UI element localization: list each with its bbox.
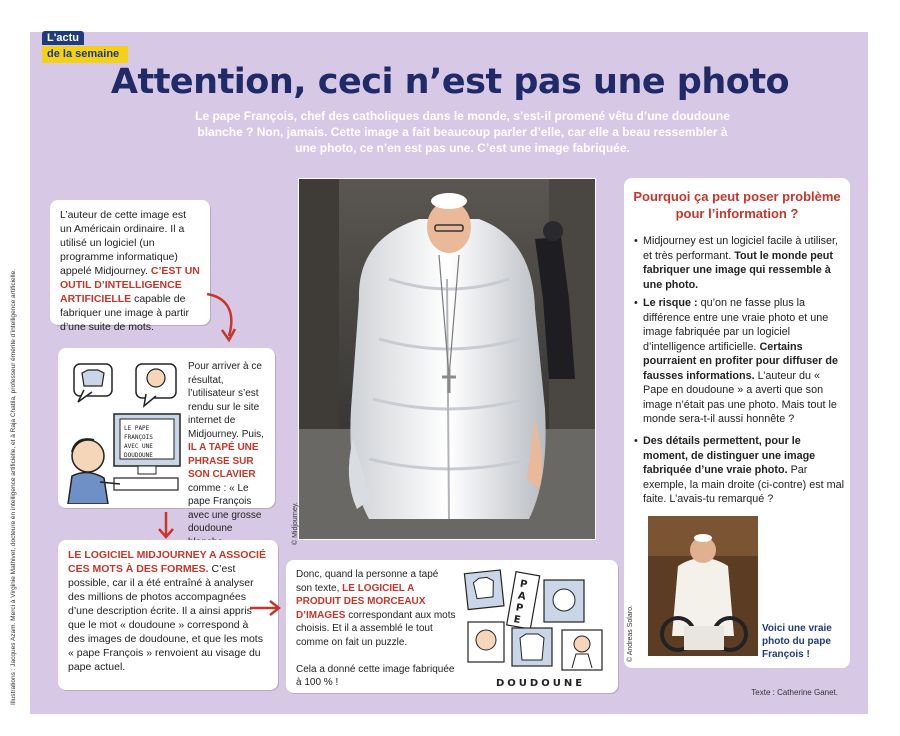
sidebar-title: Pourquoi ça peut poser problème pour l’information ? — [633, 189, 841, 221]
card1-text1: L’auteur de cette image est un Américain ordinaire. Il a utilisé un logiciel (un programme informatique) appelé Midjourney. — [60, 209, 187, 277]
svg-text:A: A — [516, 590, 527, 603]
card2-highlight: IL A TAPÉ UNE PHRASE SUR SON CLAVIER — [188, 442, 259, 480]
sidebar-bullet-3 — [634, 434, 846, 507]
card2-text1: Pour arriver à ce résultat, l’utilisateur s’est rendu sur le site internet de Midjourney. Puis, — [188, 361, 264, 440]
kicker-line2: de la semaine — [42, 46, 128, 63]
down-arrow-icon — [156, 510, 176, 540]
explanation-card-3 — [58, 540, 278, 690]
ai-generated-pope-image — [298, 178, 596, 540]
tile-word-doudoune: DOUDOUNE — [496, 678, 586, 689]
illustration-credits: Illustrations : Jacques Azam. Merci à Virginie Mathivet, docteure en intelligence artificielle, et à Raja Chatila, professeur émérite d’intelligence artificielle. — [10, 269, 17, 705]
real-photo-credit: © Andreas Solaro. — [627, 605, 634, 662]
page-title: Attention, ceci n’est pas une photo — [110, 62, 790, 102]
svg-text:FRANÇOIS: FRANÇOIS — [124, 434, 153, 441]
card4-paragraph — [296, 568, 456, 690]
card4-text1: Donc, quand la personne a tapé son texte, — [296, 569, 439, 594]
bullet-dot-icon: • — [634, 235, 638, 247]
svg-text:LE PAPE: LE PAPE — [124, 425, 150, 432]
sidebar-bullet-1 — [634, 234, 846, 292]
card4-highlight: LE LOGICIEL A PRODUIT DES MORCEAUX D’IMAGES — [296, 582, 426, 621]
b3-text: Par exemple, la main droite (ci-contre) est mal faite. L’avais-tu remarqué ? — [643, 464, 845, 505]
card3-highlight: LE LOGICIEL MIDJOURNEY A ASSOCIÉ CES MOTS À DES FORMES. — [68, 549, 266, 575]
photo-credit-midjourney: © Midjourney. — [292, 502, 299, 545]
card3-text: C’est possible, car il a été entraîné à analyser des millions de photos accompagnées d’une description écrite. Il a ainsi appris que le mot « doudoune » correspond à des images de doudoune, et que les mots « pape François » renvoient au visage du pape actuel. — [68, 563, 263, 673]
explanation-card-2 — [58, 348, 275, 534]
curved-arrow-icon — [205, 290, 245, 345]
svg-text:P: P — [519, 578, 529, 591]
intro-paragraph: Le pape François, chef des catholiques dans le monde, s’est-il promené vêtu d’une doudoune blanche ? Non, jamais. Cette image a fait beaucoup parler d’elle, car elle a beau ressembler à une photo, ce n’en est pas une. C’est une image fabriquée. — [195, 109, 730, 155]
svg-text:P: P — [514, 602, 524, 615]
card1-paragraph — [60, 208, 200, 334]
bullet-dot-icon: • — [634, 435, 638, 447]
b1-text: Midjourney est un logiciel facile à utiliser, et très performant. — [643, 235, 839, 262]
section-kicker — [42, 28, 132, 63]
pope-wheelchair-illustration — [648, 516, 758, 656]
svg-text:E: E — [512, 614, 522, 627]
b2-text2: L’auteur du « Pape en doudoune » a averti que son image n’était pas une photo. Mais tout le monde sera-t-il aussi honnête ? — [643, 369, 837, 425]
b2-label: Le risque : — [643, 297, 698, 309]
card3-paragraph — [68, 548, 268, 674]
card4-text3: Cela a donné cette image fabriquée à 100 % ! — [296, 663, 455, 688]
b3-bold: Des détails permettent, pour le moment, de distinguer une image fabriquée d’une vraie photo. — [643, 435, 816, 476]
puzzle-pieces-illustration — [462, 566, 614, 690]
kicker-line1: L'actu — [42, 31, 84, 45]
user-at-computer-illustration — [64, 356, 188, 504]
card2-text2: comme : « Le pape François avec une grosse doudoune — [188, 482, 262, 534]
b2-bold: Certains pourraient en profiter pour diffuser de fausses informations. — [643, 340, 838, 382]
explanation-card-1 — [50, 200, 210, 333]
b2-text: qu’on ne fasse plus la différence entre une vraie photo et une image fabriquée par un logiciel d’intelligence artificielle. — [643, 297, 829, 353]
real-photo-caption: Voici une vraie photo du pape François ! — [762, 623, 832, 660]
svg-text:AVEC UNE: AVEC UNE — [124, 443, 153, 450]
svg-text:DOUDOUNE: DOUDOUNE — [124, 452, 153, 459]
pope-puffer-illustration — [299, 179, 596, 540]
sidebar-bullet-2 — [634, 296, 846, 427]
card1-highlight: C’EST UN OUTIL D’INTELLIGENCE ARTIFICIELLE — [60, 265, 200, 305]
card2-paragraph — [188, 360, 272, 549]
author-credit: Texte : Catherine Ganet. — [751, 688, 838, 697]
bullet-dot-icon: • — [634, 297, 638, 309]
b1-bold: Tout le monde peut fabriquer une image qui ressemble à une photo. — [643, 249, 833, 291]
explanation-card-4 — [286, 560, 618, 693]
real-pope-photo — [648, 516, 758, 656]
card4-text2: correspondant aux mots choisis. Et il a assemblé le tout comme on fait un puzzle. — [296, 609, 456, 648]
right-arrow-icon — [248, 598, 284, 618]
card1-text2: capable de fabriquer une image à partir d’une suite de mots. — [60, 293, 189, 333]
